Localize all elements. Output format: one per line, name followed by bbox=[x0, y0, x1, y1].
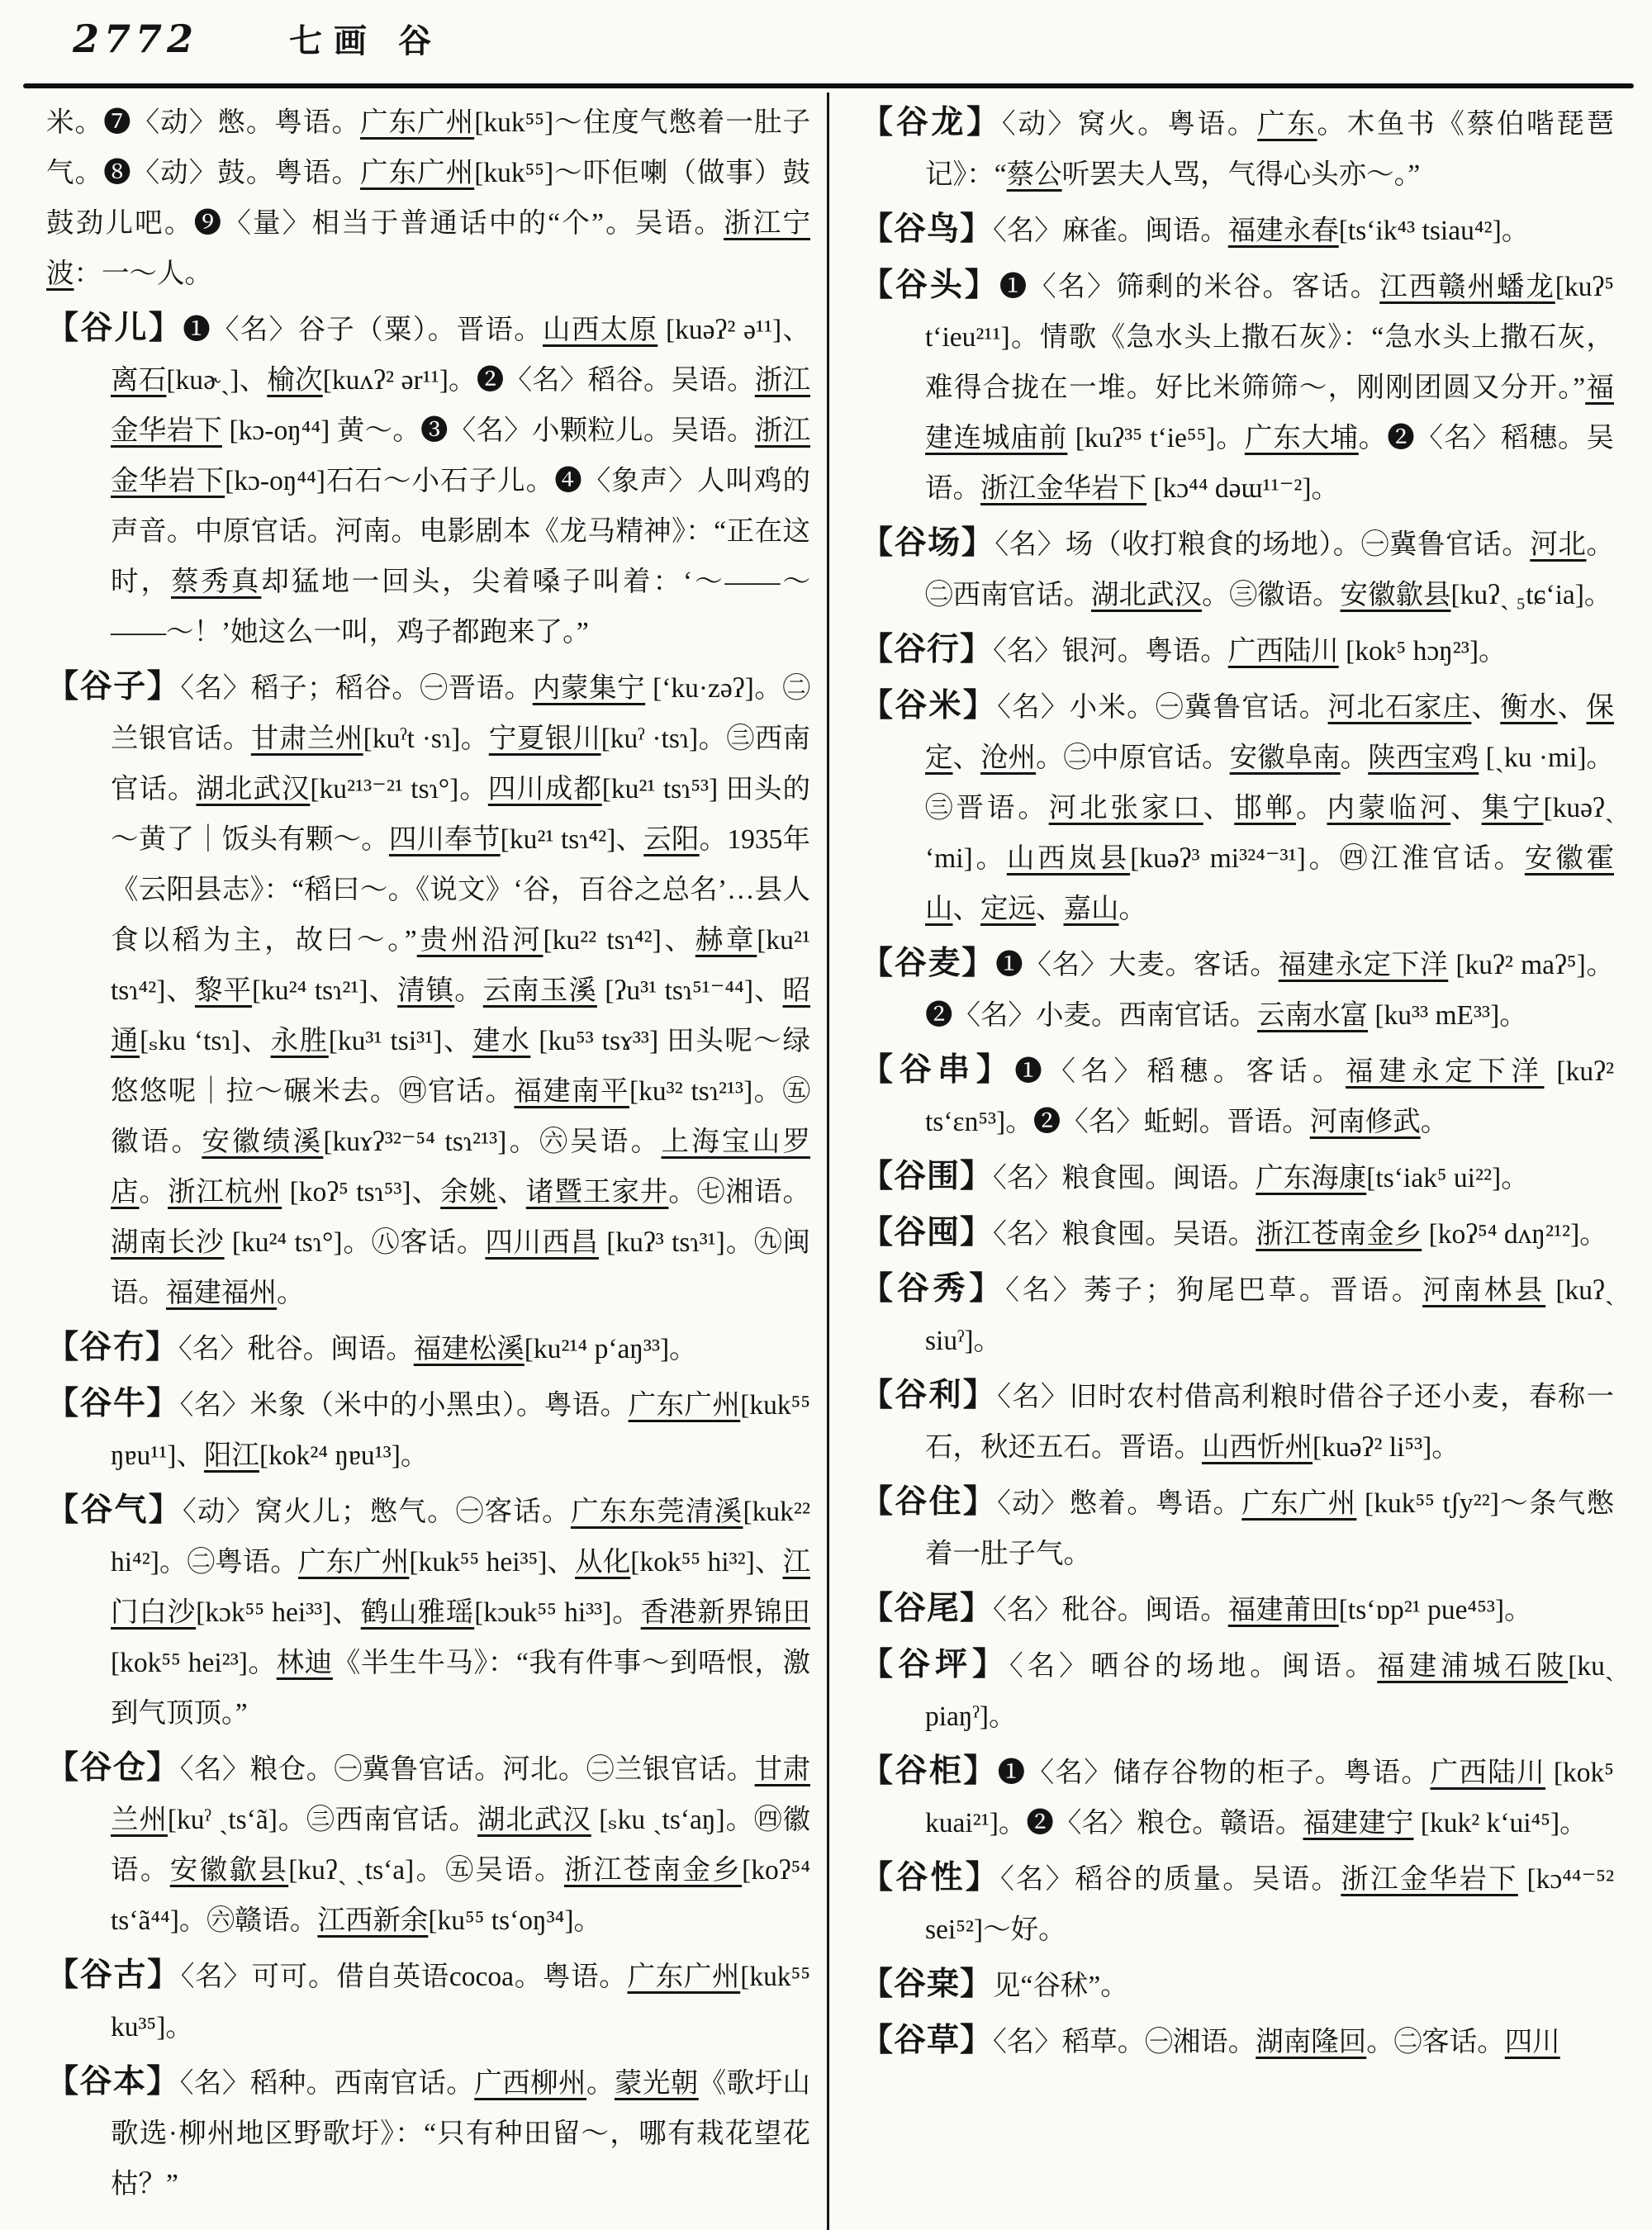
entry-body: 〈名〉莠子；狗尾巴草。晋语。河南林县 [kuʔˏ siuˀ]。 bbox=[925, 1275, 1614, 1356]
dict-entry bbox=[46, 1485, 810, 1739]
entry-headword: 【谷牛】 bbox=[46, 1386, 180, 1421]
entry-headword: 【谷串】 bbox=[861, 1052, 1015, 1088]
entry-headword: 【谷鸟】 bbox=[861, 211, 994, 247]
dict-entry bbox=[46, 1378, 810, 1481]
dict-entry bbox=[861, 260, 1614, 514]
dict-entry bbox=[861, 518, 1614, 620]
dict-entry bbox=[46, 1950, 810, 2052]
entry-body: 〈动〉憋着。粤语。广东广州 [kuk⁵⁵ tʃy²²]～条气憋着一肚子气。 bbox=[925, 1488, 1614, 1569]
page-number: 2772 bbox=[73, 17, 199, 61]
dict-entry bbox=[861, 1208, 1614, 1260]
entry-body: ❶〈名〉储存谷物的柜子。粤语。广西陆川 [kok⁵ kuai²¹]。❷〈名〉粮仓。赣语。福建建宁 [kuk² kʻui⁴⁵]。 bbox=[925, 1758, 1614, 1839]
entry-body: 〈名〉粮食囤。闽语。广东海康[tsʻiak⁵ ui²²]。 bbox=[993, 1163, 1529, 1193]
dict-entry bbox=[861, 681, 1614, 934]
entry-body: 〈名〉稻种。西南官话。广西柳州。蒙光朝《歌圩山歌选·柳州地区野歌圩》：“只有种田留～，哪有栽花望花枯？” bbox=[111, 2068, 811, 2199]
entry-body: 〈名〉稻谷的质量。吴语。浙江金华岩下 [kɔ⁴⁴⁻⁵² sei⁵²]～好。 bbox=[925, 1864, 1615, 1945]
entry-body: 〈名〉晒谷的场地。闽语。福建浦城石陂[kuˏ piaŋˀ]。 bbox=[925, 1651, 1615, 1732]
entry-body: ❶〈名〉筛剩的米谷。客话。江西赣州蟠龙[kuʔ⁵ tʻieu²¹¹]。情歌《急水头上撒石灰》：“急水头上撒石灰，难得合拢在一堆。好比米筛筛～，刚刚团圆又分开。”福建连城庙前 [kuʔ³⁵ tʻie⁵⁵]。广东大埔。❷〈名〉稻穗。吴语。浙江金华岩下 [kɔ⁴⁴ dəɯ¹¹⁻²]。 bbox=[925, 272, 1615, 504]
entry-headword: 【谷本】 bbox=[46, 2064, 180, 2100]
entry-headword: 【谷龙】 bbox=[861, 105, 1002, 140]
entry-headword: 【谷枽】 bbox=[861, 1967, 994, 2002]
entry-body: ❶〈名〉谷子（粟）。晋语。山西太原 [kuəʔ² ə¹¹]、离石[kuɚˏ]、榆次[kuʌʔ² ər¹¹]。❷〈名〉稻谷。吴语。浙江金华岩下 [kɔ-oŋ⁴⁴] 黄～。❸〈名〉小颗粒儿。吴语。浙江金华岩下[kɔ-oŋ⁴⁴]石石～小石子儿。❹〈象声〉人叫鸡的声音。中原官话。河南。电影剧本《龙马精神》：“正在这时，蔡秀真却猛地一回头，尖着嗓子叫着：‘～——～——～！’她这么一叫，鸡子都跑来了。” bbox=[111, 315, 811, 648]
entry-headword: 【谷围】 bbox=[861, 1159, 994, 1194]
dict-entry bbox=[46, 97, 810, 299]
dict-entry bbox=[861, 1045, 1614, 1147]
dict-entry bbox=[861, 1853, 1614, 1955]
section-title: 七画 谷 bbox=[289, 22, 444, 59]
entry-body: 〈名〉小米。㊀冀鲁官话。河北石家庄、衡水、保定、沧州。㊁中原官话。安徽阜南。陕西宝鸡 [ˏku ·mi]。㊂晋语。河北张家口、邯郸。内蒙临河、集宁[kuəʔˏ ʻmi]。山西岚县[kuəʔ³ mi³²⁴⁻³¹]。㊃江淮官话。安徽霍山、定远、嘉山。 bbox=[925, 692, 1615, 924]
dict-entry bbox=[46, 2057, 810, 2209]
entry-body: 〈名〉旧时农村借高利粮时借谷子还小麦，春称一石，秋还五石。晋语。山西忻州[kuəʔ² li⁵³]。 bbox=[925, 1382, 1614, 1463]
entry-headword: 【谷秀】 bbox=[861, 1271, 1006, 1307]
dict-entry bbox=[861, 1639, 1614, 1742]
entry-headword: 【谷坪】 bbox=[861, 1647, 1009, 1682]
entry-body: ❶〈名〉大麦。客话。福建永定下洋 [kuʔ² maʔ⁵]。❷〈名〉小麦。西南官话。云南水富 [ku³³ mE³³]。 bbox=[925, 950, 1615, 1031]
dict-entry bbox=[861, 1583, 1614, 1635]
dict-entry bbox=[861, 1151, 1614, 1203]
entry-headword: 【谷仓】 bbox=[46, 1750, 180, 1786]
entry-headword: 【谷囤】 bbox=[861, 1215, 994, 1250]
dict-entry bbox=[861, 1477, 1614, 1579]
page-header bbox=[73, 15, 1619, 62]
entry-headword: 【谷利】 bbox=[861, 1378, 998, 1413]
dict-entry bbox=[861, 1264, 1614, 1366]
dict-entry bbox=[46, 1322, 810, 1374]
dict-entry bbox=[46, 1743, 810, 1946]
dict-entry bbox=[861, 1370, 1614, 1473]
left-column bbox=[46, 97, 810, 2213]
entry-headword: 【谷子】 bbox=[46, 669, 181, 705]
entry-body: 〈名〉可可。借自英语cocoa。粤语。广东广州[kuk⁵⁵ ku³⁵]。 bbox=[111, 1962, 810, 2043]
dict-entry bbox=[861, 204, 1614, 256]
entry-headword: 【谷草】 bbox=[861, 2023, 994, 2058]
entry-body: 〈名〉稻草。㊀湘语。湖南隆回。㊁客话。四川 bbox=[993, 2027, 1560, 2057]
entry-body: 见“谷秫”。 bbox=[993, 1971, 1128, 2001]
column-divider bbox=[827, 93, 829, 2230]
entry-headword: 【谷冇】 bbox=[46, 1330, 179, 1365]
entry-body: 〈名〉粮仓。㊀冀鲁官话。河北。㊁兰银官话。甘肃兰州[kuˀ ˏtsʻã]。㊂西南官话。湖北武汉 [ₛku ˏtsʻaŋ]。㊃徽语。安徽歙县[kuʔˏ ˏtsʻa]。㊄吴语。浙江苍南金乡[koʔ⁵⁴ tsʻã⁴⁴]。㊅赣语。江西新余[ku⁵⁵ tsʻoŋ³⁴]。 bbox=[111, 1754, 811, 1936]
entry-body: 〈名〉米象（米中的小黑虫）。粤语。广东广州[kuk⁵⁵ ŋɐu¹¹]、阳江[kok²⁴ ŋɐu¹³]。 bbox=[111, 1390, 810, 1471]
entry-headword: 【谷气】 bbox=[46, 1492, 183, 1528]
entry-body: 〈名〉粮食囤。吴语。浙江苍南金乡 [koʔ⁵⁴ dʌŋ²¹²]。 bbox=[993, 1219, 1607, 1250]
entry-headword: 【谷尾】 bbox=[861, 1591, 994, 1626]
entry-headword: 【谷头】 bbox=[861, 268, 999, 303]
entry-headword: 【谷儿】 bbox=[46, 311, 183, 346]
dict-entry bbox=[861, 1746, 1614, 1848]
entry-body: 〈名〉麻雀。闽语。福建永春[tsʻik⁴³ tsiau⁴²]。 bbox=[993, 216, 1530, 246]
entry-body: 〈动〉窝火儿；憋气。㊀客话。广东东莞清溪[kuk²² hi⁴²]。㊁粤语。广东广州[kuk⁵⁵ hei³⁵]、从化[kok⁵⁵ hi³²]、江门白沙[kɔk⁵⁵ hei³³]、鹤山雅瑶[kɔuk⁵⁵ hi³³]。香港新界锦田 [kok⁵⁵ hei²³]。林迪《半生牛马》：“我有件事～到唔恨，激到气顶顶。” bbox=[111, 1497, 811, 1729]
dict-entry bbox=[46, 303, 810, 657]
dict-entry bbox=[861, 2015, 1614, 2067]
entry-body: 〈名〉场（收打粮食的场地）。㊀冀鲁官话。河北。㊁西南官话。湖北武汉。㊂徽语。安徽歙县[kuʔˏ ₅tɕʻia]。 bbox=[925, 529, 1614, 610]
dict-entry bbox=[861, 938, 1614, 1041]
dict-entry bbox=[861, 624, 1614, 676]
right-column bbox=[861, 97, 1614, 2071]
entry-body: 〈名〉秕谷。闽语。福建松溪[ku²¹⁴ pʻaŋ³³]。 bbox=[178, 1334, 697, 1364]
entry-headword: 【谷场】 bbox=[861, 525, 995, 561]
header-rule bbox=[23, 83, 1634, 88]
entry-body: ❶〈名〉稻穗。客话。福建永定下洋 [kuʔ² tsʻɛn⁵³]。❷〈名〉蚯蚓。晋语。河南修武。 bbox=[925, 1056, 1614, 1137]
entry-body: 〈名〉秕谷。闽语。福建莆田[tsʻɒp²¹ pue⁴⁵³]。 bbox=[993, 1595, 1532, 1625]
entry-body: 〈名〉银河。粤语。广西陆川 [kok⁵ hɔŋ²³]。 bbox=[993, 636, 1507, 667]
entry-body: 〈名〉稻子；稻谷。㊀晋语。内蒙集宁 [ʻku·zəʔ]。㊁兰银官话。甘肃兰州[kuˀt ·sɿ]。宁夏银川[kuˀ ·tsɿ]。㊂西南官话。湖北武汉[ku²¹³⁻²¹ tsɿ°]。四川成都[ku²¹ tsɿ⁵³] 田头的～黄了｜饭头有颗～。四川奉节[ku²¹ tsɿ⁴²]、云阳。1935年《云阳县志》：“稻曰～。《说文》‘谷，百谷之总名’…县人食以稻为主，故曰～。”贵州沿河[ku²² tsɿ⁴²]、赫章[ku²¹ tsɿ⁴²]、黎平[ku²⁴ tsɿ²¹]、清镇。云南玉溪 [ʔu³¹ tsɿ⁵¹⁻⁴⁴]、昭通[ₛku ʻtsɿ]、永胜[ku³¹ tsi³¹]、建水 [ku⁵³ tsɤ³³] 田头呢～绿悠悠呢｜拉～碾米去。㊃官话。福建南平[ku³² tsɿ²¹³]。㊄徽语。安徽绩溪[kuɤʔ³²⁻⁵⁴ tsɿ²¹³]。㊅吴语。上海宝山罗店。浙江杭州 [koʔ⁵ tsɿ⁵³]、余姚、诸暨王家井。㊆湘语。湖南长沙 [ku²⁴ tsɿ°]。㊇客话。四川西昌 [kuʔ³ tsɿ³¹]。㊈闽语。福建福州。 bbox=[111, 673, 811, 1308]
entry-headword: 【谷行】 bbox=[861, 632, 994, 667]
dict-entry bbox=[861, 1959, 1614, 2011]
entry-headword: 【谷米】 bbox=[861, 688, 998, 724]
entry-headword: 【谷柜】 bbox=[861, 1753, 998, 1789]
dict-entry bbox=[861, 97, 1614, 200]
entry-headword: 【谷麦】 bbox=[861, 946, 996, 981]
entry-body: 〈动〉窝火。粤语。广东。木鱼书《蔡伯喈琵琶记》：“蔡公听罢夫人骂，气得心头亦～。” bbox=[925, 109, 1614, 190]
dict-entry bbox=[46, 662, 810, 1318]
entry-headword: 【谷古】 bbox=[46, 1957, 181, 1993]
entry-body: 米。❼〈动〉憋。粤语。广东广州[kuk⁵⁵]～住度气憋着一肚子气。❽〈动〉鼓。粤语。广东广州[kuk⁵⁵]～吓佢喇（做事）鼓鼓劲儿吧。❾〈量〉相当于普通话中的“个”。吴语。浙江宁波：一～人。 bbox=[46, 107, 811, 289]
entry-headword: 【谷性】 bbox=[861, 1860, 1001, 1896]
entry-headword: 【谷住】 bbox=[861, 1484, 998, 1520]
